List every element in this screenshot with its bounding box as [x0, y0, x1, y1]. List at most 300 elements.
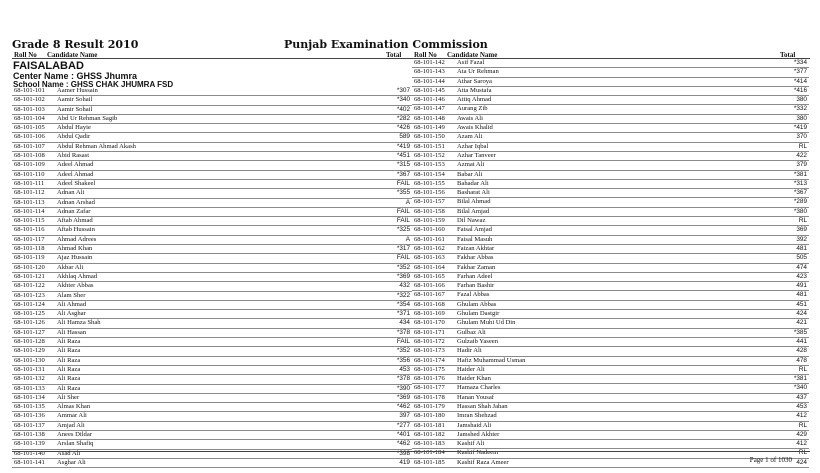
roll-number: 68-101-116	[14, 226, 45, 234]
result-row	[412, 440, 809, 449]
result-row	[12, 143, 412, 152]
candidate-name: Basharat Ali	[457, 189, 490, 197]
roll-number: 68-101-143	[414, 68, 445, 76]
result-row	[412, 217, 809, 226]
result-row	[12, 347, 412, 356]
candidate-name: Aurang Zib	[457, 105, 488, 113]
total-marks: *355	[396, 189, 410, 197]
result-row	[412, 264, 809, 273]
total-marks: *416	[793, 86, 807, 94]
roll-number: 68-101-170	[414, 319, 445, 327]
candidate-name: Ali Raza	[57, 356, 81, 364]
result-row	[12, 217, 412, 226]
result-row	[12, 96, 412, 105]
result-row	[412, 87, 809, 96]
candidate-name: Ali Raza	[57, 365, 81, 373]
candidate-name: Azam Ali	[457, 133, 483, 141]
candidate-name: Abdul Rehman Ahmad Akash	[57, 142, 136, 150]
total-marks: *390	[396, 384, 410, 392]
roll-number: 68-101-132	[14, 375, 45, 383]
grade-title: Grade 8 Result 2010	[12, 38, 139, 51]
roll-number: 68-101-113	[14, 198, 45, 206]
result-row	[12, 357, 412, 366]
roll-number: 68-101-130	[14, 356, 45, 364]
roll-number: 68-101-155	[414, 179, 445, 187]
total-marks: FAIL	[396, 254, 410, 262]
candidate-name: Azhar Tanveer	[457, 151, 496, 159]
candidate-name: Fazal Abbas	[457, 291, 490, 299]
total-marks: *356	[396, 356, 410, 364]
school-name: School Name : GHSS CHAK JHUMRA FSD	[13, 80, 174, 89]
roll-number: 68-101-110	[14, 170, 45, 178]
candidate-name: Almas Khan	[57, 403, 91, 411]
total-marks: *315	[396, 161, 410, 169]
result-row	[412, 384, 809, 393]
total-marks: *426	[396, 124, 410, 132]
total-marks: *451	[396, 152, 410, 160]
result-row	[412, 133, 809, 142]
total-marks: 370	[796, 133, 807, 141]
total-marks: *322	[396, 291, 410, 299]
result-row	[412, 152, 809, 161]
left-rows	[12, 87, 412, 468]
total-marks: 589	[399, 133, 410, 141]
result-row	[412, 189, 809, 198]
candidate-name: Attiq Ahmad	[457, 96, 492, 104]
candidate-name: Awais Khalid	[457, 124, 493, 132]
result-row	[12, 189, 412, 198]
result-row	[412, 161, 809, 170]
result-row	[412, 329, 809, 338]
candidate-name: Dil Nawaz	[457, 217, 486, 225]
candidate-name: Ali Raza	[57, 338, 81, 346]
candidate-name: Gulbaz Ali	[457, 328, 486, 336]
roll-number: 68-101-140	[14, 449, 45, 457]
result-row	[12, 385, 412, 394]
total-marks: *462	[396, 440, 410, 448]
candidate-name: Awais Ali	[457, 114, 483, 122]
result-row	[12, 254, 412, 263]
roll-number: 68-101-103	[14, 105, 45, 113]
result-row	[12, 459, 412, 468]
roll-number: 68-101-169	[414, 310, 445, 318]
result-row	[12, 282, 412, 291]
roll-number: 68-101-166	[414, 282, 445, 290]
total-marks: *462	[396, 403, 410, 411]
candidate-name: Adnan Zafar	[57, 207, 91, 215]
roll-number: 68-101-158	[414, 207, 445, 215]
roll-number: 68-101-109	[14, 161, 45, 169]
total-marks: *352	[396, 347, 410, 355]
roll-number: 68-101-148	[414, 114, 445, 122]
roll-number: 68-101-156	[414, 189, 445, 197]
total-marks: RL	[798, 449, 807, 457]
total-marks: *352	[396, 263, 410, 271]
result-row	[12, 366, 412, 375]
total-marks: 478	[796, 356, 807, 364]
candidate-name: Fakhar Abbas	[457, 254, 494, 262]
roll-number: 68-101-126	[14, 319, 45, 327]
roll-number: 68-101-120	[14, 263, 45, 271]
candidate-name: Hanan Yousaf	[457, 393, 494, 401]
candidate-name: Gulzaib Yaseen	[457, 337, 499, 345]
total-marks: 369	[796, 226, 807, 234]
candidate-name: Asif Fazal	[457, 59, 485, 66]
total-marks: 380	[796, 114, 807, 122]
roll-number: 68-101-139	[14, 440, 45, 448]
roll-number: 68-101-129	[14, 347, 45, 355]
roll-number: 68-101-182	[414, 430, 445, 438]
candidate-name: Atta Mustafa	[457, 86, 492, 94]
roll-number: 68-101-135	[14, 403, 45, 411]
roll-number: 68-101-165	[414, 272, 445, 280]
candidate-name: Abid Rasast	[57, 152, 90, 160]
total-marks: A	[405, 198, 410, 206]
roll-number: 68-101-136	[14, 412, 45, 420]
result-row	[412, 394, 809, 403]
candidate-name: Adeel Ahmad	[57, 170, 94, 178]
roll-number: 68-101-152	[414, 151, 445, 159]
roll-number: 68-101-107	[14, 142, 45, 150]
candidate-name: Aamer Hussain	[57, 87, 98, 94]
result-row	[12, 264, 412, 273]
candidate-name: Adeel Shakeel	[57, 179, 96, 187]
total-marks: 432	[399, 282, 410, 290]
result-row	[12, 171, 412, 180]
roll-number: 68-101-115	[14, 217, 45, 225]
total-marks: 437	[796, 393, 807, 401]
result-row	[12, 338, 412, 347]
result-row	[12, 87, 412, 96]
result-row	[12, 301, 412, 310]
total-marks: FAIL	[396, 179, 410, 187]
total-marks: 424	[796, 310, 807, 318]
roll-number: 68-101-153	[414, 161, 445, 169]
candidate-name: Ali Asghar	[57, 310, 86, 318]
total-marks: *381	[793, 170, 807, 178]
roll-number: 68-101-161	[414, 235, 445, 243]
candidate-name: Athar Saroya	[457, 77, 492, 85]
total-marks: *367	[793, 189, 807, 197]
roll-number: 68-101-178	[414, 393, 445, 401]
roll-number: 68-101-127	[14, 328, 45, 336]
candidate-name: Ali Raza	[57, 384, 81, 392]
candidate-name: Abd Ur Rehman Sagib	[57, 114, 118, 122]
candidate-name: Azmat Ali	[457, 161, 485, 169]
candidate-name: Aftab Hussain	[57, 226, 95, 234]
total-marks: FAIL	[396, 338, 410, 346]
roll-number: 68-101-101	[14, 87, 45, 94]
candidate-name: Akhlaq Ahmad	[57, 272, 98, 280]
roll-number: 68-101-154	[414, 170, 445, 178]
candidate-name: Ata Ur Rehman	[457, 68, 499, 76]
result-row	[412, 301, 809, 310]
roll-number: 68-101-111	[14, 179, 45, 187]
roll-number: 68-101-181	[414, 421, 445, 429]
total-marks: 392	[796, 235, 807, 243]
candidate-name: Arslan Shafiq	[57, 440, 94, 448]
roll-number: 68-101-151	[414, 142, 445, 150]
roll-number: 68-101-119	[14, 254, 45, 262]
candidate-name: Akhter Abbas	[57, 282, 94, 290]
candidate-name: Fakhar Zaman	[457, 263, 496, 271]
candidate-name: Haider Khan	[457, 375, 491, 383]
roll-number: 68-101-134	[14, 393, 45, 401]
header-candidate-name-left: Candidate Name	[47, 51, 98, 59]
candidate-name: Adnan Ali	[57, 189, 85, 197]
header-roll-no-left: Roll No	[14, 51, 37, 59]
total-marks: 505	[796, 254, 807, 262]
result-row	[12, 152, 412, 161]
total-marks: 412	[796, 440, 807, 448]
candidate-name: Adnan Arshad	[57, 198, 95, 206]
total-marks: 424	[796, 458, 807, 466]
roll-number: 68-101-160	[414, 226, 445, 234]
candidate-name: Faizan Akhtar	[457, 244, 495, 252]
result-row	[412, 412, 809, 421]
candidate-name: Kashif Raza Ameer	[457, 458, 509, 466]
result-row	[12, 431, 412, 440]
roll-number: 68-101-167	[414, 291, 445, 299]
result-row	[412, 403, 809, 412]
result-row	[12, 273, 412, 282]
result-row	[12, 403, 412, 412]
candidate-name: Imran Shehzad	[457, 412, 497, 420]
roll-number: 68-101-104	[14, 114, 45, 122]
result-row	[412, 68, 809, 77]
footer-rule	[12, 451, 810, 452]
candidate-name: Hamaza Charles	[457, 384, 501, 392]
result-row	[12, 199, 412, 208]
total-marks: 423	[796, 272, 807, 280]
result-row	[12, 375, 412, 384]
result-row	[412, 198, 809, 207]
candidate-name: Ghulam Dastgir	[457, 310, 500, 318]
result-row	[412, 236, 809, 245]
total-marks: *419	[396, 142, 410, 150]
total-marks: RL	[798, 421, 807, 429]
result-row	[412, 226, 809, 235]
candidate-name: Adeel Ahmad	[57, 161, 94, 169]
result-row	[12, 236, 412, 245]
candidate-name: Faisal Amjad	[457, 226, 492, 234]
roll-number: 68-101-125	[14, 310, 45, 318]
total-marks: 379	[796, 161, 807, 169]
total-marks: RL	[798, 365, 807, 373]
total-marks: *369	[396, 393, 410, 401]
candidate-name: Ammar Ali	[57, 412, 87, 420]
result-row	[12, 310, 412, 319]
roll-number: 68-101-157	[414, 198, 445, 206]
roll-number: 68-101-141	[14, 458, 45, 466]
result-row	[12, 133, 412, 142]
total-marks: *378	[396, 375, 410, 383]
roll-number: 68-101-121	[14, 272, 45, 280]
result-row	[412, 180, 809, 189]
result-row	[12, 394, 412, 403]
candidate-name: Bilal Ahmad	[457, 198, 491, 206]
total-marks: 491	[796, 282, 807, 290]
total-marks: 380	[796, 96, 807, 104]
total-marks: 429	[796, 430, 807, 438]
page-number: Page 1 of 1030	[749, 456, 792, 464]
total-marks: *334	[793, 59, 807, 66]
roll-number: 68-101-114	[14, 207, 45, 215]
candidate-name: Ali Hassan	[57, 328, 87, 336]
candidate-name: Kashif Ali	[457, 440, 485, 448]
total-marks: *419	[793, 124, 807, 132]
roll-number: 68-101-108	[14, 152, 45, 160]
result-row	[412, 422, 809, 431]
total-marks: 434	[399, 319, 410, 327]
candidate-name: Bilal Amjad	[457, 207, 490, 215]
roll-number: 68-101-142	[414, 59, 445, 66]
result-row	[412, 366, 809, 375]
total-marks: 474	[796, 263, 807, 271]
candidate-name: Ghulam Muhi Ud Din	[457, 319, 516, 327]
candidate-name: Faisal Masuh	[457, 235, 493, 243]
result-row	[12, 329, 412, 338]
result-row	[12, 124, 412, 133]
candidate-name: Aamir Sohail	[57, 96, 93, 104]
roll-number: 68-101-128	[14, 338, 45, 346]
candidate-name: Aamir Sohail	[57, 105, 93, 113]
roll-number: 68-101-149	[414, 124, 445, 132]
roll-number: 68-101-172	[414, 337, 445, 345]
total-marks: *380	[793, 207, 807, 215]
roll-number: 68-101-102	[14, 96, 45, 104]
total-marks: *367	[396, 170, 410, 178]
total-marks: 481	[796, 291, 807, 299]
result-row	[12, 161, 412, 170]
candidate-name: Hafiz Muhammad Usman	[457, 356, 526, 364]
total-marks: *289	[793, 198, 807, 206]
total-marks: RL	[798, 217, 807, 225]
roll-number: 68-101-118	[14, 245, 45, 253]
header-roll-no-right: Roll No	[414, 51, 437, 59]
total-marks: 453	[796, 402, 807, 410]
roll-number: 68-101-150	[414, 133, 445, 141]
left-result-column	[12, 59, 412, 468]
result-row	[12, 422, 412, 431]
candidate-name: Hadir Ali	[457, 347, 482, 355]
candidate-name: Ali Sher	[57, 393, 80, 401]
total-marks: *340	[793, 384, 807, 392]
candidate-name: Asad Ali	[57, 449, 81, 457]
candidate-name: Kashif Nadeem	[457, 449, 499, 457]
candidate-name: Jamshaid Ali	[457, 421, 492, 429]
total-marks: 451	[796, 300, 807, 308]
candidate-name: Abdul Qadir	[57, 133, 91, 141]
result-row	[12, 412, 412, 421]
candidate-name: Amjad Ali	[57, 421, 85, 429]
total-marks: FAIL	[396, 217, 410, 225]
candidate-name: Ahmad Khan	[57, 245, 93, 253]
candidate-name: Farhan Bashir	[457, 282, 495, 290]
total-marks: *354	[396, 300, 410, 308]
result-row	[12, 226, 412, 235]
result-row	[12, 440, 412, 449]
result-row	[412, 273, 809, 282]
roll-number: 68-101-112	[14, 189, 45, 197]
total-marks: *402	[396, 105, 410, 113]
roll-number: 68-101-145	[414, 86, 445, 94]
candidate-name: Ahmad Adrees	[57, 235, 97, 243]
roll-number: 68-101-163	[414, 254, 445, 262]
total-marks: RL	[798, 142, 807, 150]
result-row	[412, 96, 809, 105]
roll-number: 68-101-138	[14, 430, 45, 438]
roll-number: 68-101-147	[414, 105, 445, 113]
center-name: Center Name : GHSS Jhumra	[13, 71, 138, 81]
header-candidate-name-right: Candidate Name	[447, 51, 498, 59]
header-total-right: Total	[780, 51, 796, 59]
roll-number: 68-101-164	[414, 263, 445, 271]
result-row	[412, 291, 809, 300]
total-marks: *277	[396, 421, 410, 429]
roll-number: 68-101-159	[414, 217, 445, 225]
roll-number: 68-101-179	[414, 402, 445, 410]
roll-number: 68-101-180	[414, 412, 445, 420]
result-row	[412, 124, 809, 133]
total-marks: *307	[396, 87, 410, 94]
candidate-name: Azhar Iqbal	[457, 142, 489, 150]
candidate-name: Abdul Hayie	[57, 124, 91, 132]
result-row	[12, 319, 412, 328]
result-row	[12, 180, 412, 189]
total-marks: *377	[793, 68, 807, 76]
roll-number: 68-101-171	[414, 328, 445, 336]
candidate-name: Ghulam Abbas	[457, 300, 497, 308]
total-marks: 419	[399, 458, 410, 466]
roll-number: 68-101-162	[414, 244, 445, 252]
commission-title: Punjab Examination Commission	[284, 38, 488, 51]
result-row	[412, 310, 809, 319]
result-row	[412, 357, 809, 366]
roll-number: 68-101-184	[414, 449, 445, 457]
total-marks: *332	[793, 105, 807, 113]
total-marks: FAIL	[396, 207, 410, 215]
result-row	[412, 347, 809, 356]
candidate-name: Babar Ali	[457, 170, 483, 178]
roll-number: 68-101-176	[414, 375, 445, 383]
roll-number: 68-101-175	[414, 365, 445, 373]
candidate-name: Ali Raza	[57, 347, 81, 355]
roll-number: 68-101-183	[414, 440, 445, 448]
total-marks: *371	[396, 310, 410, 318]
roll-number: 68-101-117	[14, 235, 45, 243]
header-total-left: Total	[386, 51, 402, 59]
result-row	[12, 115, 412, 124]
total-marks: *381	[793, 375, 807, 383]
total-marks: *369	[396, 272, 410, 280]
total-marks: 428	[796, 347, 807, 355]
result-row	[412, 115, 809, 124]
roll-number: 68-101-144	[414, 77, 445, 85]
total-marks: *340	[396, 96, 410, 104]
candidate-name: Farhan Adeel	[457, 272, 493, 280]
result-row	[412, 245, 809, 254]
roll-number: 68-101-173	[414, 347, 445, 355]
roll-number: 68-101-177	[414, 384, 445, 392]
total-marks: *313	[793, 179, 807, 187]
roll-number: 68-101-174	[414, 356, 445, 364]
total-marks: 441	[796, 337, 807, 345]
total-marks: *317	[396, 245, 410, 253]
result-row	[412, 319, 809, 328]
result-row	[12, 292, 412, 301]
total-marks: 412	[796, 412, 807, 420]
